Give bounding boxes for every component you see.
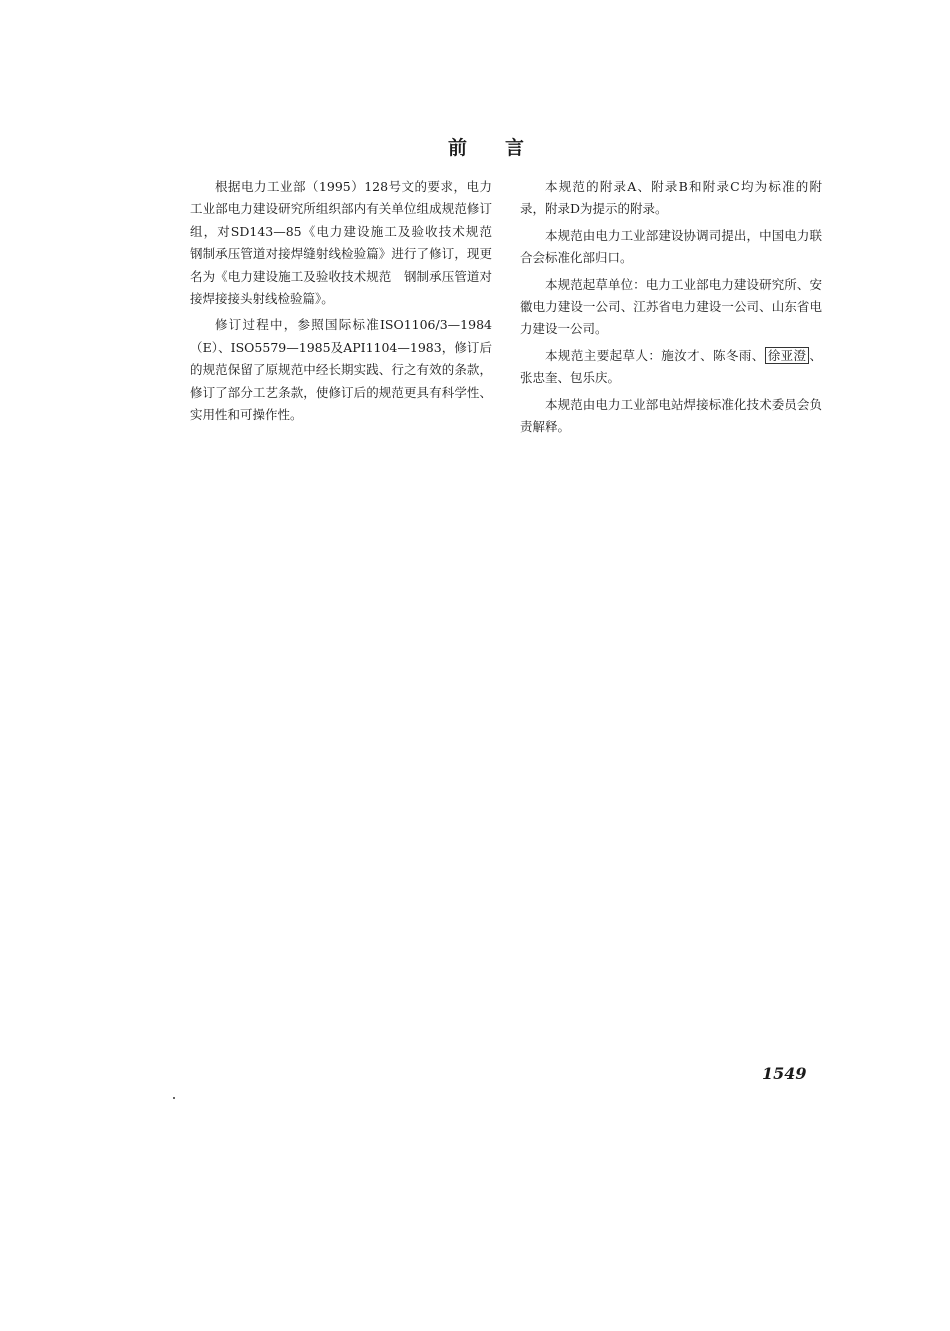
left-column <box>190 176 505 430</box>
paragraph-proposer: 本规范由电力工业部建设协调司提出，中国电力联合会标准化部归口。 <box>520 227 822 266</box>
paragraph-revision-process: 修订过程中，参照国际标准ISO1106/3—1984（E）、ISO5579—1985及API1104—1983，修订后的规范保留了原规范中经长期实践、行之有效的条款，修订了部分工艺条款，使修订后的规范更具有科学性、实用性和可操作性。 <box>190 317 492 423</box>
paragraph-basis: 根据电力工业部（1995）128号文的要求，电力工业部电力建设研究所组织部内有关单位组成规范修订组，对SD143—85《电力建设施工及验收技术规范 钢制承压管道对接焊缝射线检验篇》进行了修订，现更名为《电力建设施工及验收技术规范 钢制承压管道对接焊接接头射线检验篇》。 <box>190 179 505 307</box>
paragraph-interpretation: 本规范由电力工业部电站焊接标准化技术委员会负责解释。 <box>520 396 822 435</box>
page-title: 前言 <box>447 137 562 159</box>
right-column <box>520 176 822 442</box>
page-number: 1549 <box>762 1064 807 1083</box>
drafters-lead: 本规范主要起草人：施汝才、陈冬雨、 <box>545 347 765 363</box>
paragraph-drafters <box>520 345 822 390</box>
drafters-rest: 、张忠奎、包乐庆。 <box>520 347 822 386</box>
paragraph-appendices: 本规范的附录A、附录B和附录C均为标准的附录，附录D为提示的附录。 <box>520 179 822 217</box>
paragraph-drafting-units: 本规范起草单位：电力工业部电力建设研究所、安徽电力建设一公司、江苏省电力建设一公司、山东省电力建设一公司。 <box>520 276 822 337</box>
boxed-drafter-name: 徐亚澄 <box>765 347 810 364</box>
scan-dot <box>173 1097 175 1099</box>
